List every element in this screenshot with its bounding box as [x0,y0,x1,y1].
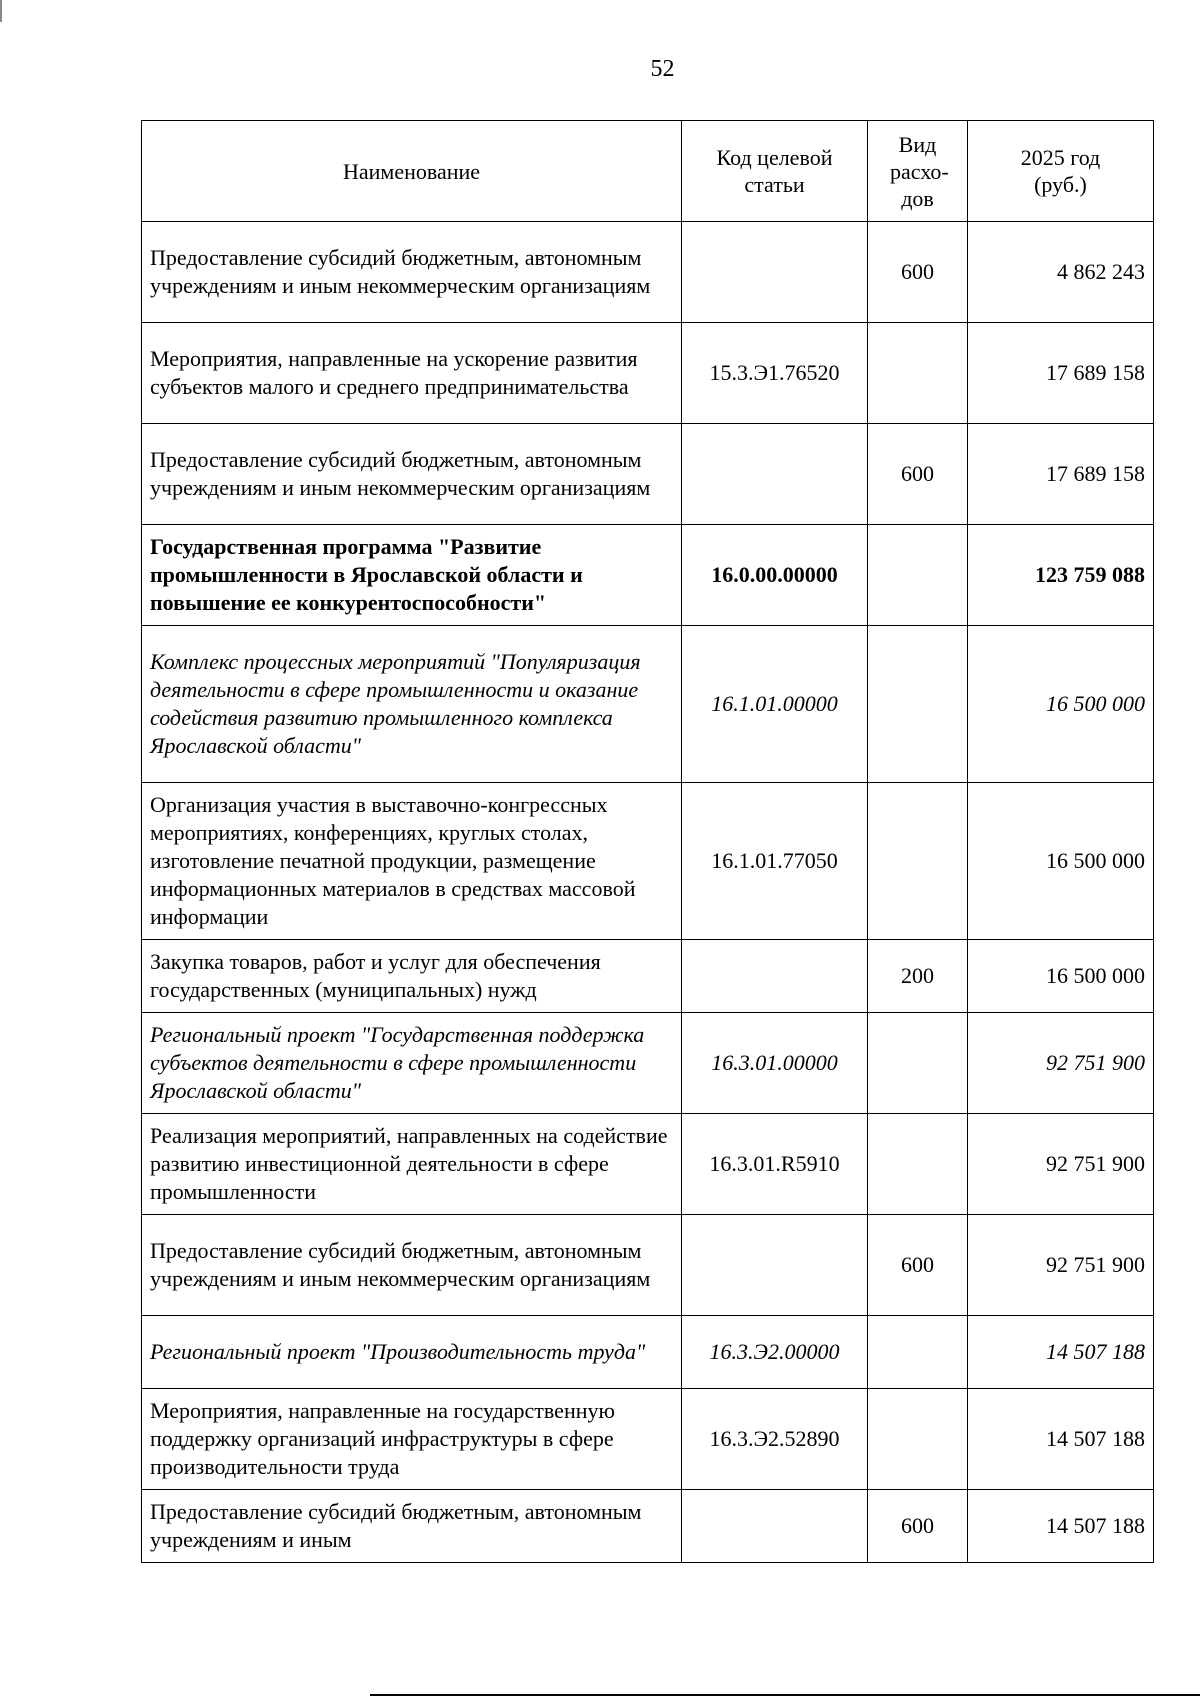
row-amount: 14 507 188 [968,1316,1154,1389]
row-type [868,783,968,940]
row-amount: 123 759 088 [968,525,1154,626]
row-code [682,1490,868,1563]
row-name: Организация участия в выставочно-конгрессных мероприятиях, конференциях, круглых столах, изготовление печатной продукции, размещение информационных материалов в средствах массовой информации [142,783,682,940]
row-code: 15.3.Э1.76520 [682,323,868,424]
table-row [142,222,1154,323]
row-amount: 4 862 243 [968,222,1154,323]
table-row [142,1389,1154,1490]
row-type [868,1114,968,1215]
row-code: 16.1.01.00000 [682,626,868,783]
row-name: Мероприятия, направленные на государственную поддержку организаций инфраструктуры в сфере производительности труда [142,1389,682,1490]
row-name: Реализация мероприятий, направленных на содействие развитию инвестиционной деятельности в сфере промышленности [142,1114,682,1215]
row-amount: 92 751 900 [968,1215,1154,1316]
table-row-subprogram [142,1316,1154,1389]
table-row [142,1114,1154,1215]
row-amount: 16 500 000 [968,940,1154,1013]
table-row [142,1490,1154,1563]
row-type: 600 [868,1490,968,1563]
row-code: 16.3.01.R5910 [682,1114,868,1215]
header-name: Наименование [142,121,682,222]
table-header-row [142,121,1154,222]
row-code: 16.0.00.00000 [682,525,868,626]
header-amount: 2025 год (руб.) [968,121,1154,222]
row-code [682,1215,868,1316]
row-name: Региональный проект "Государственная поддержка субъектов деятельности в сфере промышленности Ярославской области" [142,1013,682,1114]
table-row [142,1215,1154,1316]
row-amount: 16 500 000 [968,783,1154,940]
table-row [142,783,1154,940]
row-code: 16.1.01.77050 [682,783,868,940]
row-name: Предоставление субсидий бюджетным, автономным учреждениям и иным [142,1490,682,1563]
table-row-subprogram [142,1013,1154,1114]
row-amount: 17 689 158 [968,424,1154,525]
row-type: 600 [868,424,968,525]
row-name: Государственная программа "Развитие промышленности в Ярославской области и повышение ее конкурентоспособности" [142,525,682,626]
table-row [142,940,1154,1013]
row-code: 16.3.01.00000 [682,1013,868,1114]
row-name: Предоставление субсидий бюджетным, автономным учреждениям и иным некоммерческим организациям [142,424,682,525]
row-name: Комплекс процессных мероприятий "Популяризация деятельности в сфере промышленности и оказание содействия развитию промышленного комплекса Ярославской области" [142,626,682,783]
row-type [868,525,968,626]
table-row [142,323,1154,424]
row-type: 600 [868,222,968,323]
page-bottom-rule [370,1694,1200,1696]
table-body [142,222,1154,1563]
row-code [682,940,868,1013]
row-type [868,323,968,424]
row-name: Мероприятия, направленные на ускорение развития субъектов малого и среднего предпринимательства [142,323,682,424]
row-amount: 14 507 188 [968,1389,1154,1490]
row-type [868,1389,968,1490]
row-type [868,1013,968,1114]
row-name: Закупка товаров, работ и услуг для обеспечения государственных (муниципальных) нужд [142,940,682,1013]
row-type: 200 [868,940,968,1013]
row-amount: 14 507 188 [968,1490,1154,1563]
row-amount: 17 689 158 [968,323,1154,424]
row-type [868,1316,968,1389]
row-type [868,626,968,783]
row-amount: 92 751 900 [968,1013,1154,1114]
page-number: 52 [650,56,675,82]
row-name: Предоставление субсидий бюджетным, автономным учреждениям и иным некоммерческим организациям [142,1215,682,1316]
row-name: Предоставление субсидий бюджетным, автономным учреждениям и иным некоммерческим организациям [142,222,682,323]
budget-table [141,120,1154,1563]
row-code [682,222,868,323]
row-code: 16.3.Э2.52890 [682,1389,868,1490]
row-type: 600 [868,1215,968,1316]
header-code: Код целевой статьи [682,121,868,222]
row-amount: 16 500 000 [968,626,1154,783]
row-code [682,424,868,525]
scan-edge-mark [0,0,2,22]
table-row-program [142,525,1154,626]
table-row-subprogram [142,626,1154,783]
row-code: 16.3.Э2.00000 [682,1316,868,1389]
row-amount: 92 751 900 [968,1114,1154,1215]
row-name: Региональный проект "Производительность труда" [142,1316,682,1389]
header-type: Вид расхо-дов [868,121,968,222]
table-row [142,424,1154,525]
